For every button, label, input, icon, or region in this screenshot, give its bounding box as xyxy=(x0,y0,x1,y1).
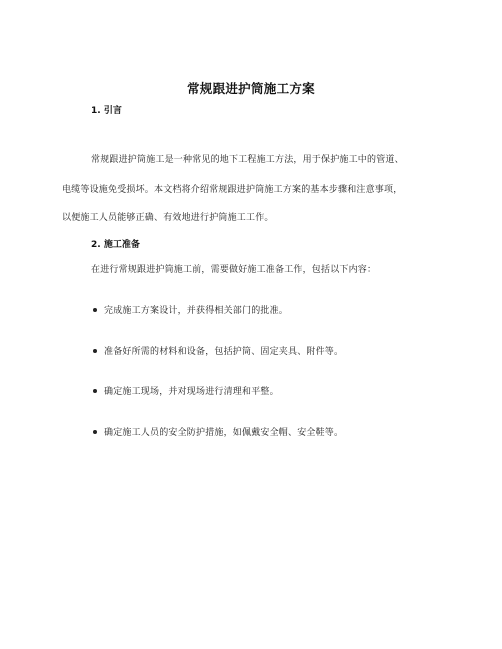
bullet-dot-icon xyxy=(93,349,97,353)
list-item xyxy=(93,425,343,438)
list-item xyxy=(93,303,288,316)
list-item-text: 完成施工方案设计，并获得相关部门的批准。 xyxy=(104,306,289,316)
bullet-dot-icon xyxy=(93,430,97,434)
bullet-dot-icon xyxy=(93,389,97,393)
bullet-dot-icon xyxy=(93,308,97,312)
intro-paragraph-line-2: 电缆等设施免受损坏。本文档将介绍常规跟进护筒施工方案的基本步骤和注意事项， xyxy=(62,185,403,195)
list-item xyxy=(93,344,343,357)
document-title: 常规跟进护筒施工方案 xyxy=(186,81,315,96)
section-heading-introduction: 1. 引言 xyxy=(91,106,122,116)
list-item xyxy=(93,384,279,397)
section-heading-preparation: 2. 施工准备 xyxy=(91,240,140,250)
intro-paragraph-line-3: 以便施工人员能够正确、有效地进行护筒施工工作。 xyxy=(62,213,274,223)
preparation-intro-text: 在进行常规跟进护筒施工前，需要做好施工准备工作，包括以下内容： xyxy=(91,265,377,275)
list-item-text: 确定施工现场，并对现场进行清理和平整。 xyxy=(104,387,279,397)
intro-paragraph-line-1: 常规跟进护筒施工是一种常见的地下工程施工方法，用于保护施工中的管道、 xyxy=(91,155,404,165)
list-item-text: 确定施工人员的安全防护措施，如佩戴安全帽、安全鞋等。 xyxy=(104,428,344,438)
list-item-text: 准备好所需的材料和设备，包括护筒、固定夹具、附件等。 xyxy=(104,347,344,357)
